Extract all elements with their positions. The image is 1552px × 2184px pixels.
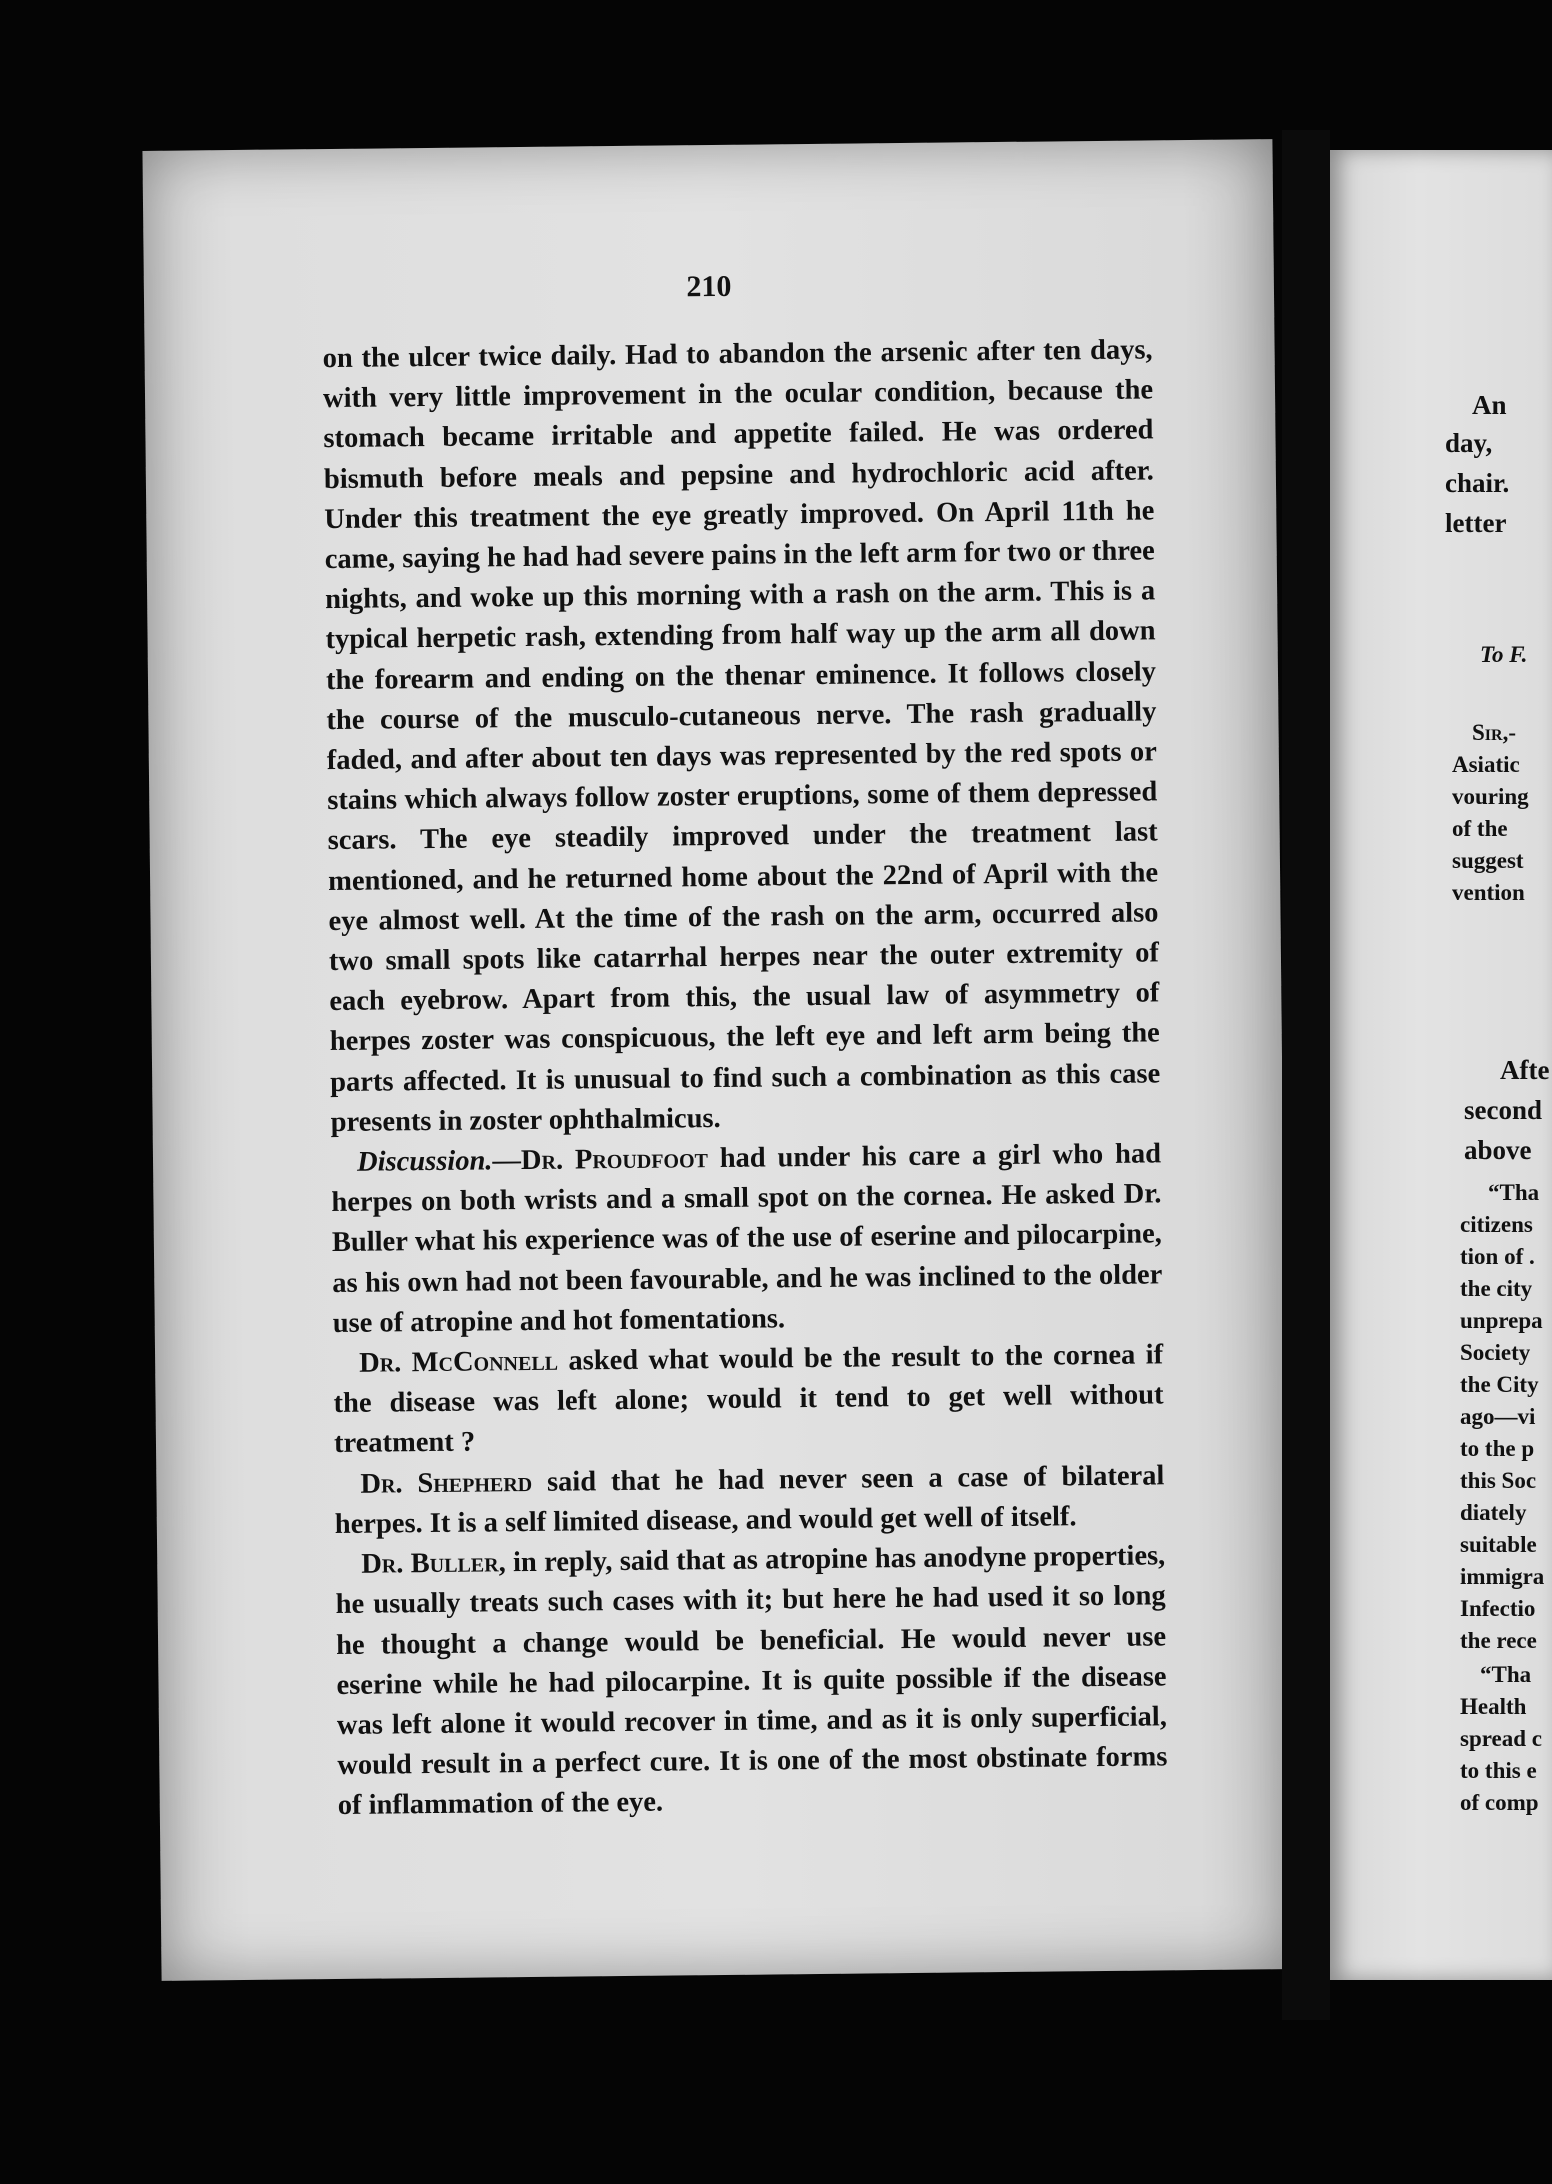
fragment-line: the rece [1460,1628,1537,1653]
fragment-line: Infectio [1460,1596,1536,1621]
paragraph-proudfoot [331,1134,1163,1344]
left-page [142,139,1291,1981]
fragment-line: To F. [1480,642,1528,667]
fragment-line: tion of . [1460,1244,1535,1269]
fragment-line: suggest [1452,848,1524,873]
fragment-line: letter [1445,508,1507,538]
fragment-line: spread c [1460,1726,1542,1751]
fragment-line: second [1464,1095,1543,1125]
speaker-proudfoot: Dr. Proudfoot [520,1143,709,1177]
fragment-line: “Tha [1488,1180,1540,1205]
fragment-line: to the p [1460,1436,1535,1461]
fragment-line: diately [1460,1500,1527,1525]
fragment-line: Society [1460,1340,1531,1365]
fragment-line: citizens [1460,1212,1533,1237]
fragment-line: to this e [1460,1758,1537,1783]
fragment-line: of the [1452,816,1508,841]
fragment-line: this Soc [1460,1468,1537,1493]
discussion-label: Discussion. [356,1145,493,1178]
fragment-line: “Tha [1480,1662,1532,1687]
speaker-buller: Dr. Buller [361,1547,499,1580]
fragment-line: ago—vi [1460,1404,1536,1429]
paragraph-mcconnell [333,1335,1164,1464]
paragraph-shepherd-text: said that he had never seen a case of bilateral herpes. It is a self limited disease, and would get well of itself. [334,1460,1165,1540]
fragment-line: suitable [1460,1532,1537,1557]
fragment-line: above [1464,1135,1532,1165]
fragment-line: An [1472,390,1507,420]
fragment-line: unprepa [1460,1308,1543,1333]
fragment-line: the City [1460,1372,1539,1397]
fragment-line: day, [1445,428,1493,458]
fragment-line: Health [1460,1694,1527,1719]
paragraph-case-report: on the ulcer twice daily. Had to abandon the arsenic after ten days, with very little improvement in the ocular condition, because the stomach became irritable and appetite failed. He was ordered bismuth before meals and pepsine and hydrochloric acid after. Under this treatment the eye greatly improved. On April 11th he came, saying he had had severe pains in the left arm for two or three nights, and woke up this morning with a rash on the arm. This is a typical herpetic rash, extending from half way up the arm all down the forearm and ending on the thenar eminence. It follows closely the course of the musculo-cutaneous nerve. The rash gradually faded, and after about ten days was represented by the red spots or stains which always follow zoster eruptions, some of them depressed scars. The eye steadily improved under the treatment last mentioned, and he returned home about the 22nd of April with the eye almost well. At the time of the rash on the arm, occurred also two small spots like catarrhal herpes near the outer extremity of each eyebrow. Apart from this, the usual law of asymmetry of herpes zoster was conspicuous, the left eye and left arm being the parts affected. It is unusual to find such a combination as this case presents in zoster ophthalmicus. [322,334,1161,1138]
fragment-line: vention [1452,880,1525,905]
page-number: 210 [686,269,732,304]
fragment-line: vouring [1452,784,1529,809]
fragment-line: the city [1460,1276,1533,1301]
fragment-line: Sir,- [1472,720,1516,745]
paragraph-buller [335,1536,1168,1826]
paragraph-shepherd [334,1456,1165,1545]
page-body [322,330,1168,1826]
paragraph-buller-text: , in reply, said that as atropine has anodyne properties, he usually treats such cases with it; but here he had used it so long he thought a change would be beneficial. He would never use eserine while he had pilocarpine. It is quite possible if the disease was left alone it would recover in time, and as it is only superficial, would result in a perfect cure. It is one of the most obstinate forms of inflammation of the eye. [335,1540,1168,1822]
paragraph-mcconnell-text: asked what would be the result to the cornea if the disease was left alone; would it tend to get well without treatment ? [333,1339,1164,1460]
fragment-line: immigra [1460,1564,1545,1589]
fragment-line: chair. [1445,468,1510,498]
speaker-shepherd: Dr. Shepherd [360,1466,533,1500]
right-page [1330,150,1552,1980]
fragment-line: Asiatic [1452,752,1520,777]
proudfoot-tail: had under his care a girl who [707,1139,1104,1175]
speaker-mcconnell: Dr. McConnell [358,1345,559,1379]
page-gutter [1282,130,1330,2020]
fragment-line: Afte [1500,1055,1550,1085]
discussion-dash: — [492,1145,522,1177]
fragment-line: of comp [1460,1790,1539,1815]
paragraph-proudfoot-text: had herpes on both wrists and a small spot on the cornea. He asked Dr. Buller what his experience was of the use of eserine and pilocarpine, as his own had not been favourable, and he was inclined to the older use of atropine and hot fomentations. [331,1138,1163,1339]
